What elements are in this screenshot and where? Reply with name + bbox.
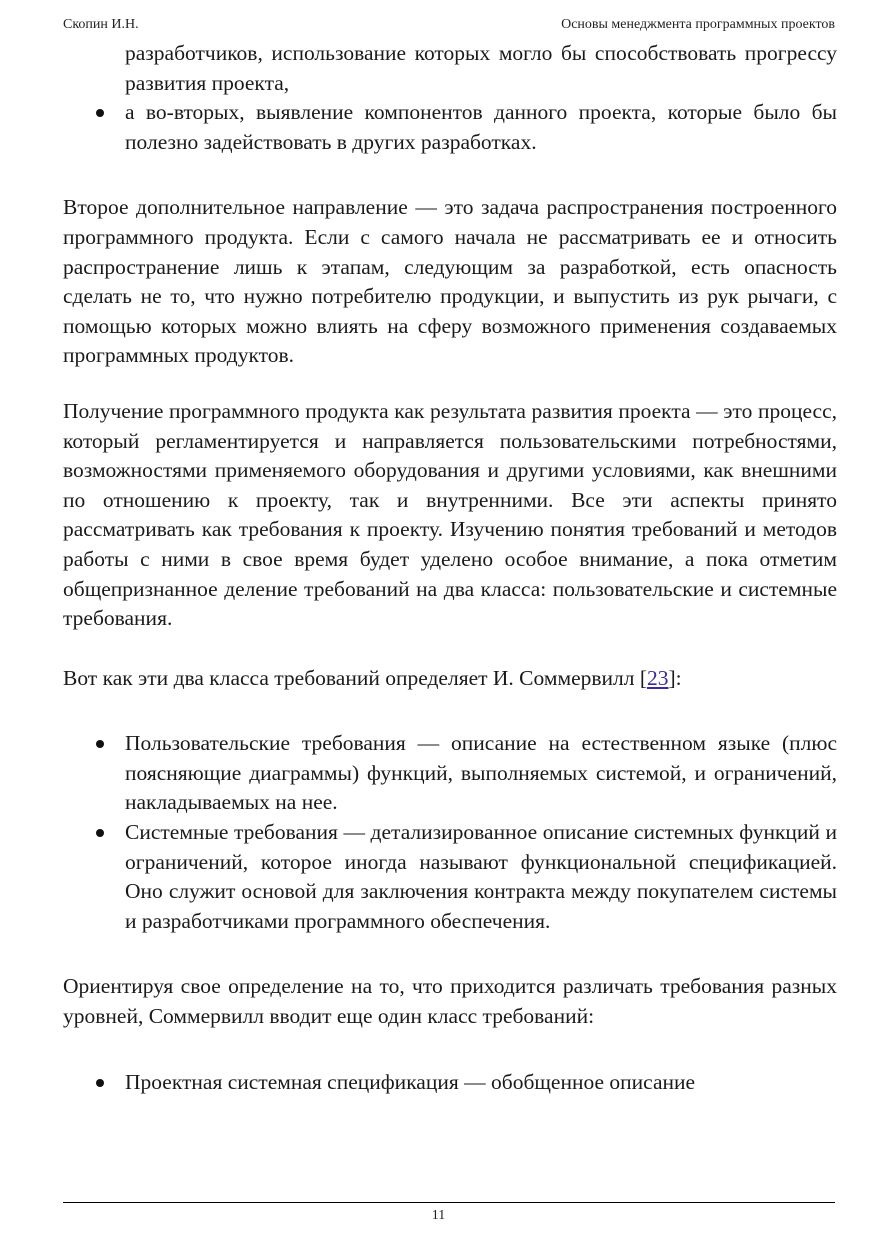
list-item (63, 39, 837, 98)
citation-link[interactable]: 23 (647, 665, 669, 690)
bullet-icon (96, 109, 104, 117)
header-book-title: Основы менеджмента программных проектов (561, 17, 835, 32)
page-number: 11 (431, 1208, 446, 1223)
page-header (63, 15, 835, 35)
bullet-list-project-spec (63, 1068, 837, 1098)
list-item (63, 98, 837, 157)
bullet-list-continuation (63, 39, 837, 157)
list-item-text: Проектная системная спецификация — обобщенное описание (125, 1069, 696, 1094)
intro-text-end: ]: (668, 665, 682, 690)
paragraph-sommerville-intro (63, 664, 837, 694)
list-item-text: Системные требования — детализированное описание системных функций и ограничений, которое иногда называют функциональной спецификацией. Оно служит основой для заключения контракта между покупателем системы и разработчиками программного обеспечения. (125, 820, 837, 933)
page-body (63, 39, 837, 1097)
list-item (63, 818, 837, 936)
bullet-icon (96, 1079, 104, 1087)
footer-divider (63, 1202, 835, 1203)
bullet-list-requirement-classes (63, 729, 837, 936)
paragraph-requirements: Получение программного продукта как результата развития проекта — это процесс, который регламентируется и направляется пользовательскими потребностями, возможностями применяемого оборудования и другими условиями, как внешними по отношению к проекту, так и внутренними. Все эти аспекты принято рассматривать как требования к проекту. Изучению понятия требований и методов работы с ними в свое время будет уделено особое внимание, а пока отметим общепризнанное деление требований на два класса: пользовательские и системные требования. (63, 398, 837, 631)
bullet-icon (96, 829, 104, 837)
list-item-text: Пользовательские требования — описание на естественном языке (плюс поясняющие диаграммы) функций, выполняемых системой, и ограничений, накладываемых на нее. (125, 731, 837, 815)
list-item-text: разработчиков, использование которых могло бы способствовать прогрессу развития проекта, (125, 41, 837, 95)
bullet-icon (96, 740, 104, 748)
intro-text: Вот как эти два класса требований определяет И. Соммервилл [ (63, 665, 648, 690)
header-author: Скопин И.Н. (63, 17, 139, 32)
list-item (63, 729, 837, 818)
list-item (63, 1068, 837, 1098)
paragraph-orientation: Ориентируя свое определение на то, что приходится различать требования разных уровней, Соммервилл вводит еще один класс требований: (63, 974, 837, 1029)
paragraph-distribution: Второе дополнительное направление — это задача распространения построенного программного продукта. Если с самого начала не рассматривать ее и относить распространение лишь к этапам, следующим за разработкой, есть опасность сделать не то, что нужно потребителю продукции, и выпустить из рук рычаги, с помощью которых можно влиять на сферу возможного применения создаваемых программных продуктов. (63, 195, 837, 368)
list-item-text: а во-вторых, выявление компонентов данного проекта, которые было бы полезно задействовать в других разработках. (125, 100, 837, 154)
